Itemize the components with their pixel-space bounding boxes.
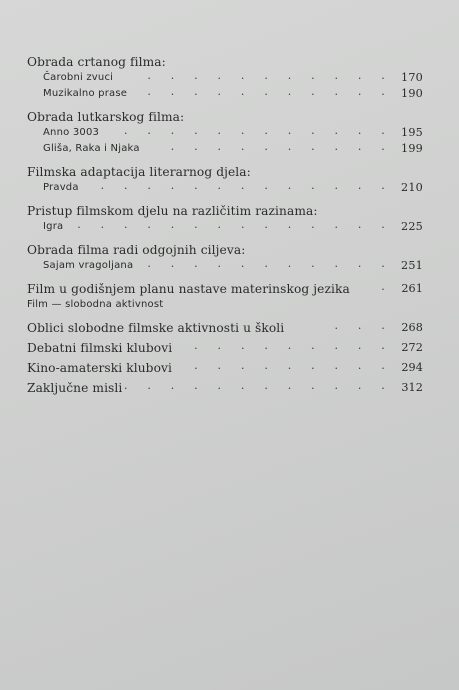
toc-entry-title: Zaključne misli [27, 381, 123, 395]
toc-page-number: 170 [401, 71, 423, 84]
toc-page-number: 225 [401, 220, 423, 233]
toc-section-heading [27, 297, 423, 313]
toc-leader-dots: . [381, 280, 393, 293]
toc-entry-title: Oblici slobodne filmske aktivnosti u školi [27, 321, 285, 335]
toc-entry [27, 360, 423, 376]
toc-page-number: 261 [401, 282, 423, 295]
toc-entry [27, 180, 423, 196]
toc-page-number: 195 [401, 126, 423, 139]
toc-entry-title: Pristup filmskom djelu na različitim razinama: [27, 204, 318, 218]
toc-leader-dots: . . . . . . . . . [194, 359, 393, 372]
toc-entry [27, 320, 423, 336]
toc-entry [27, 281, 423, 297]
toc-page-number: 190 [401, 87, 423, 100]
toc-entry-title: Obrada crtanog filma: [27, 55, 166, 69]
toc-leader-dots: . . . . . . . . . . . . . [100, 179, 393, 192]
toc-entry [27, 258, 423, 274]
toc-entry [27, 219, 423, 235]
toc-leader-dots: . . . . . . . . . . . . . . [77, 218, 393, 231]
toc-entry-title: Film u godišnjem planu nastave materinskog jezika [27, 282, 350, 296]
toc-leader-dots: . . . . . . . . . . . . [123, 124, 393, 137]
toc-leader-dots: . . . . . . . . . . [170, 140, 393, 153]
toc-entry [27, 86, 423, 102]
toc-entry-title: Čarobni zvuci [43, 72, 114, 83]
toc-entry-title: Obrada filma radi odgojnih ciljeva: [27, 243, 246, 257]
toc-entry [27, 141, 423, 157]
toc-page-number: 312 [401, 381, 423, 394]
toc-page-number: 210 [401, 181, 423, 194]
toc-page-number: 251 [401, 259, 423, 272]
toc-entry-title: Filmska adaptacija literarnog djela: [27, 165, 251, 179]
toc-leader-dots: . . . [334, 319, 393, 332]
toc-leader-dots: . . . . . . . . . . . [147, 85, 393, 98]
toc-entry-title: Obrada lutkarskog filma: [27, 110, 185, 124]
toc-entry-title: Film — slobodna aktivnost [27, 299, 164, 310]
toc-entry-title: Anno 3003 [43, 127, 100, 138]
toc-leader-dots: . . . . . . . . . [194, 339, 393, 352]
toc-entry-title: Muzikalno prase [43, 88, 128, 99]
toc-leader-dots: . . . . . . . . . . . . [123, 379, 393, 392]
toc-entry [27, 380, 423, 396]
toc-entry-title: Sajam vragoljana [43, 260, 134, 271]
toc-entry-title: Gliša, Raka i Njaka [43, 143, 140, 154]
toc-entry-title: Kino-amaterski klubovi [27, 361, 172, 375]
toc-page-number: 294 [401, 361, 423, 374]
toc-leader-dots: . . . . . . . . . . . [147, 69, 393, 82]
toc-leader-dots: . . . . . . . . . . . [147, 257, 393, 270]
toc-page-number: 272 [401, 341, 423, 354]
toc-page-number: 199 [401, 142, 423, 155]
toc-entry-title: Pravda [43, 182, 79, 193]
toc-page-number: 268 [401, 321, 423, 334]
toc-entry-title: Debatni filmski klubovi [27, 341, 173, 355]
toc-entry [27, 340, 423, 356]
toc-entry-title: Igra [43, 221, 64, 232]
table-of-contents [27, 54, 423, 396]
